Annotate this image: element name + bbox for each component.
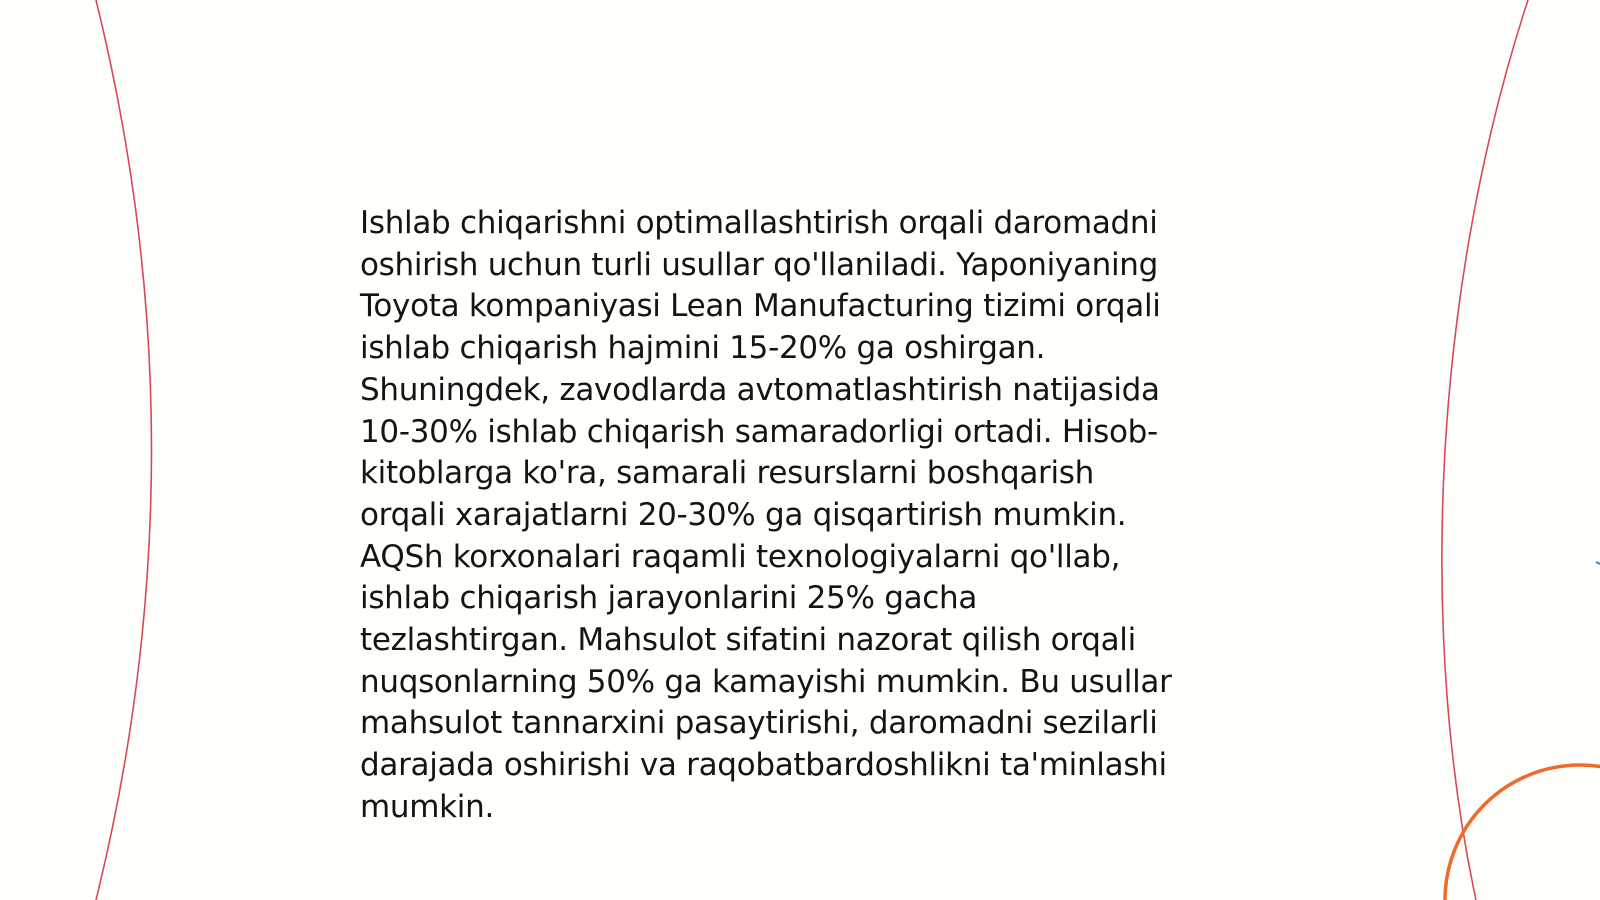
blue-tick-mark [1596, 562, 1600, 564]
orange-circle-outline [1445, 765, 1600, 900]
left-curve-line [96, 0, 152, 900]
right-curve-line [1442, 0, 1528, 900]
slide-body-text: Ishlab chiqarishni optimallashtirish orqali daromadni oshirish uchun turli usullar qo'llaniladi. Yaponiyaning Toyota kompaniyasi Lean Manufacturing tizimi orqali ishlab chiqarish hajmini 15-20% ga oshirgan. Shuningdek, zavodlarda avtomatlashtirish natijasida 10-30% ishlab chiqarish samaradorligi ortadi. Hisob- kitoblarga ko'ra, samarali resurslarni boshqarish orqali xarajatlarni 20-30% ga qisqartirish mumkin. AQSh korxonalari raqamli texnologiyalarni qo'llab, ishlab chiqarish jarayonlarini 25% gacha tezlashtirgan. Mahsulot sifatini nazorat qilish orqali nuqsonlarning 50% ga kamayishi mumkin. Bu usullar mahsulot tannarxini pasaytirishi, daromadni sezilarli darajada oshirishi va raqobatbardoshlikni ta'minlashi mumkin. [360, 205, 1172, 825]
